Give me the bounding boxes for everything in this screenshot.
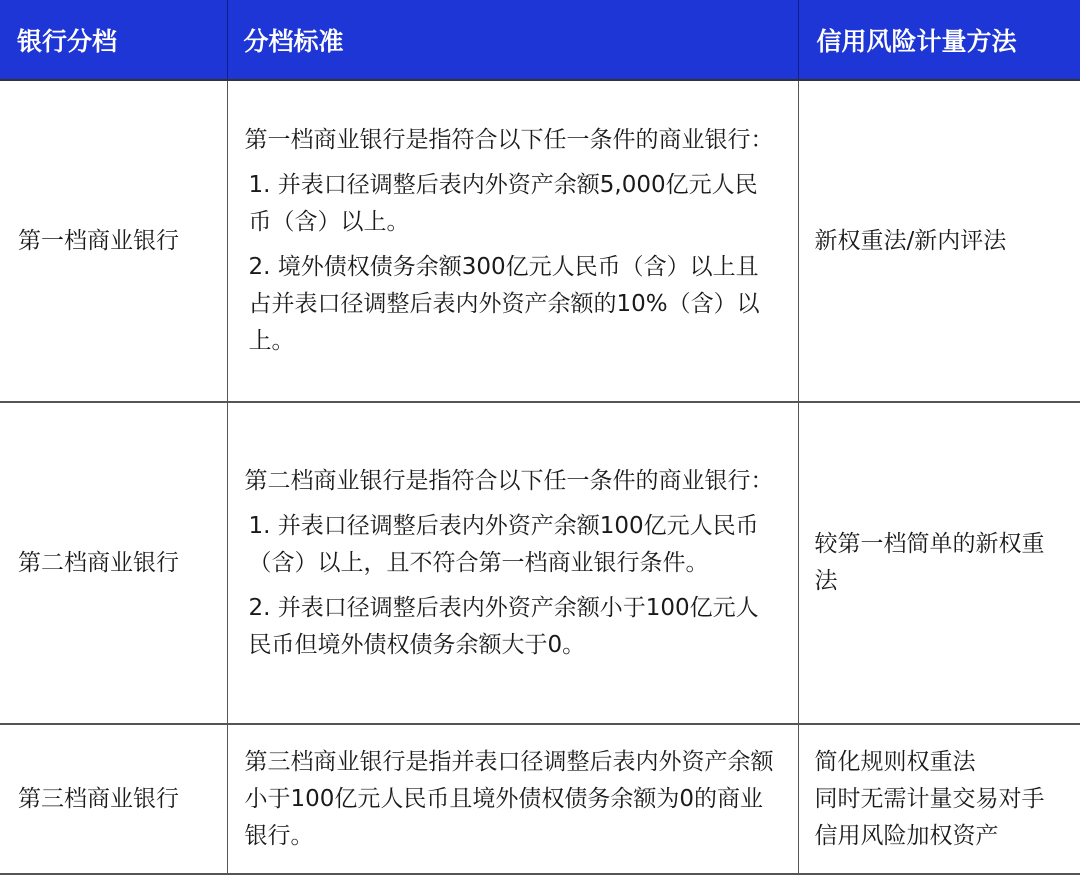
criteria-cell [227, 724, 798, 874]
tier-name-cell: 第三档商业银行 [0, 724, 227, 874]
criteria-condition-2: 2. 境外债权债务余额300亿元人民币（含）以上且占并表口径调整后表内外资产余额的10%（含）以上。 [248, 254, 760, 354]
method-line: 新权重法/新内评法 [814, 227, 1007, 254]
header-credit-risk-method: 信用风险计量方法 [798, 0, 1080, 80]
table-row [0, 724, 1080, 874]
criteria-condition-2: 2. 并表口径调整后表内外资产余额小于100亿元人民币但境外债权债务余额大于0。 [248, 594, 759, 658]
header-bank-tier: 银行分档 [0, 0, 227, 80]
method-cell [798, 724, 1080, 874]
method-cell [798, 402, 1080, 724]
method-line-note: 同时无需计量交易对手信用风险加权资产 [814, 785, 1045, 849]
criteria-intro: 第二档商业银行是指符合以下任一条件的商业银行： [244, 467, 774, 494]
criteria-intro: 第三档商业银行是指并表口径调整后表内外资产余额小于100亿元人民币且境外债权债务余额为0的商业银行。 [244, 748, 774, 849]
table-header [0, 0, 1080, 80]
criteria-cell [227, 402, 798, 724]
header-row [0, 0, 1080, 80]
method-line: 较第一档简单的新权重法 [814, 531, 1045, 594]
method-cell [798, 80, 1080, 402]
criteria-condition-1: 1. 并表口径调整后表内外资产余额100亿元人民币（含）以上，且不符合第一档商业银行条件。 [248, 512, 759, 576]
table-row [0, 402, 1080, 724]
criteria-intro: 第一档商业银行是指符合以下任一条件的商业银行： [244, 127, 774, 153]
table-row [0, 80, 1080, 402]
tier-name-cell: 第二档商业银行 [0, 402, 227, 724]
tier-name-cell: 第一档商业银行 [0, 80, 227, 402]
criteria-condition-1: 1. 并表口径调整后表内外资产余额5,000亿元人民币（含）以上。 [248, 172, 758, 235]
table-body [0, 80, 1080, 874]
header-tier-criteria: 分档标准 [227, 0, 798, 80]
method-line: 简化规则权重法 [814, 748, 976, 775]
criteria-cell [227, 80, 798, 402]
